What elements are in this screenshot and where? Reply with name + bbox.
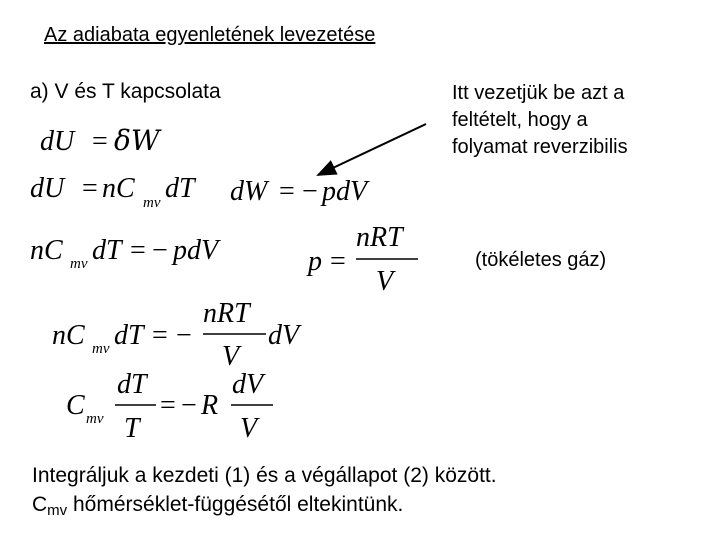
eq7-numerator-2: dV <box>232 369 264 400</box>
eq5-numerator: nRT <box>356 222 403 253</box>
equation-dw-pdv <box>230 176 370 207</box>
eq7-numerator-1: dT <box>117 369 147 400</box>
pointer-arrow <box>318 124 426 175</box>
eq4-coef: nC <box>30 235 63 266</box>
eq3-lhs: dW <box>230 176 268 207</box>
eq6-coef: nC <box>52 320 85 351</box>
integration-cmv: C <box>32 493 48 516</box>
eq3-minus: − <box>302 176 318 207</box>
eq4-subscript: mv <box>70 256 88 272</box>
eq7-r: R <box>201 390 219 421</box>
equation-ideal-gas <box>306 222 418 297</box>
eq2-equals: = <box>82 173 98 204</box>
eq6-numerator: nRT <box>203 298 250 329</box>
eq4-minus: − <box>152 235 168 266</box>
eq6-minus: − <box>176 320 192 351</box>
ideal-gas-note: (tökéletes gáz) <box>475 249 607 271</box>
eq1-rhs: δW <box>114 124 160 157</box>
equation-du-dw <box>40 124 162 157</box>
eq3-equals: = <box>279 176 295 207</box>
note-line-3: folyamat reverzibilis <box>452 136 628 158</box>
eq6-tail: dT <box>114 320 144 351</box>
equation-ncmv-dt-nrt <box>52 298 302 372</box>
eq7-denominator-1: T <box>124 413 140 444</box>
eq5-lhs: p <box>308 246 322 277</box>
eq4-equals: = <box>130 235 146 266</box>
note-line-2: feltételt, hogy a <box>452 109 588 131</box>
equation-cmv-ratio <box>66 369 273 444</box>
eq7-equals: = <box>160 390 176 421</box>
eq7-subscript: mv <box>86 411 104 427</box>
eq7-denominator-2: V <box>240 413 258 444</box>
eq6-equals: = <box>152 320 168 351</box>
equation-du-ncmv-dt <box>30 173 197 211</box>
note-line-1: Itt vezetjük be azt a <box>452 82 625 104</box>
page-title: Az adiabata egyenletének levezetése <box>44 24 376 46</box>
eq6-denominator: V <box>222 341 240 372</box>
eq7-coef: C <box>66 390 85 421</box>
integration-line-2-rest: hőmérséklet-függésétől eltekintünk. <box>67 493 404 516</box>
eq1-lhs: dU <box>40 126 75 157</box>
eq4-tail: dT <box>92 235 122 266</box>
eq7-minus: − <box>181 390 197 421</box>
eq3-rhs: pdV <box>322 176 368 207</box>
eq6-dv: dV <box>268 320 300 351</box>
eq2-tail: dT <box>165 173 195 204</box>
eq5-denominator: V <box>376 266 394 297</box>
eq2-subscript: mv <box>143 195 161 211</box>
eq2-lhs: dU <box>30 173 65 204</box>
eq1-equals: = <box>92 126 108 157</box>
integration-line-1: Integráljuk a kezdeti (1) és a végállapot (2) között. <box>32 464 497 487</box>
section-subtitle: a) V és T kapcsolata <box>30 80 221 103</box>
integration-cmv-subscript: mv <box>47 502 68 519</box>
equation-ncmv-dt-pdv <box>30 235 221 272</box>
eq6-subscript: mv <box>92 341 110 357</box>
eq5-equals: = <box>330 246 346 277</box>
eq2-coef: nC <box>102 173 135 204</box>
eq4-rhs: pdV <box>173 235 219 266</box>
